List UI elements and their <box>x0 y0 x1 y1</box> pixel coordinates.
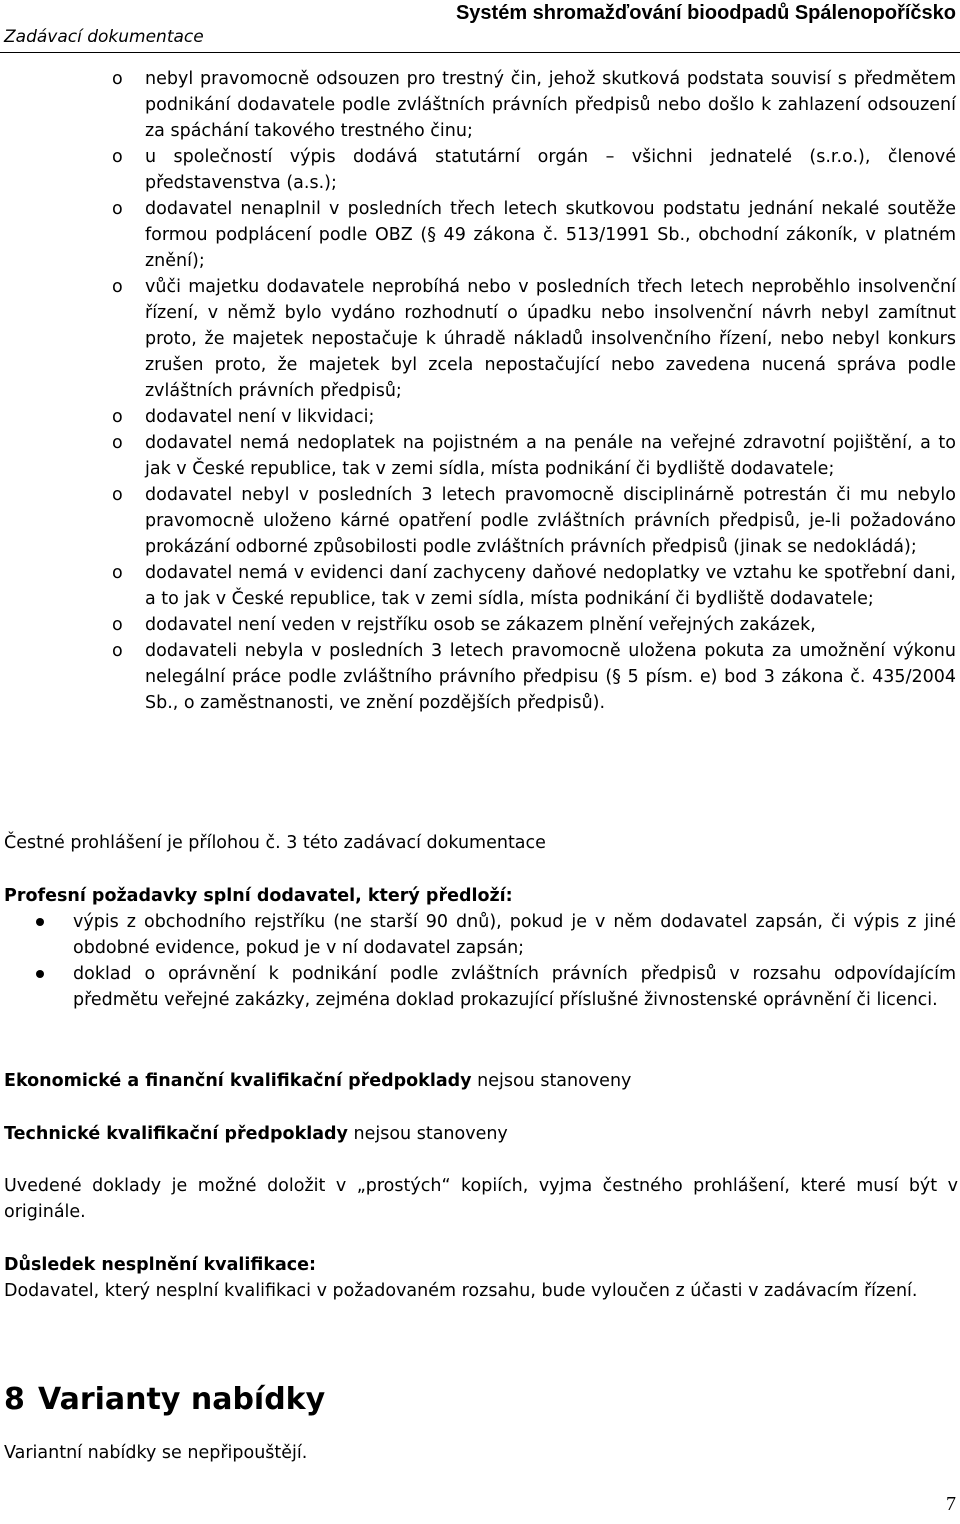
economic-requirements-label: Ekonomické a finanční kvalifikační předpoklady <box>4 1071 472 1091</box>
variants-text: Variantní nabídky se nepřipouštějí. <box>4 1443 308 1463</box>
list-item-text: dodavatel nenaplnil v posledních třech letech skutkovou podstatu jednání nekalé soutěže formou podplácení podle OBZ (§ 49 zákona č. 513/1991 Sb., obchodní zákoník, v platném znění); <box>145 199 956 271</box>
qualification-conditions-list <box>0 66 960 716</box>
professional-requirements-heading: Profesní požadavky splní dodavatel, který předloží: <box>4 886 513 906</box>
list-bullet: o <box>112 485 123 505</box>
technical-requirements <box>4 1121 958 1147</box>
list-item-text: dodavatel nemá nedoplatek na pojistném a na penále na veřejné zdravotní pojištění, a to jak v České republice, tak v zemi sídla, místa podnikání či bydliště dodavatele; <box>145 433 956 479</box>
list-item-text: doklad o oprávnění k podnikání podle zvláštních právních předpisů v rozsahu odpovídajícím předmětu veřejné zakázky, zejména doklad prokazující příslušné živnostenské oprávnění či licenci. <box>73 964 956 1010</box>
list-bullet: o <box>112 199 123 219</box>
list-item <box>0 404 960 430</box>
list-item-text: dodavateli nebyla v posledních 3 letech pravomocně uložena pokuta za umožnění výkonu nelegální práce podle zvláštního právního předpisu (§ 5 písm. e) bod 3 zákona č. 435/2004 Sb., o zaměstnanosti, ve znění pozdějších předpisů). <box>145 641 956 713</box>
list-item <box>0 144 960 196</box>
consequence-text: Dodavatel, který nesplní kvalifikaci v požadovaném rozsahu, bude vyloučen z účasti v zadávacím řízení. <box>4 1281 918 1301</box>
list-item <box>0 196 960 274</box>
header-rule <box>0 52 960 53</box>
list-bullet: o <box>112 69 123 89</box>
list-item <box>0 560 960 612</box>
list-item-text: dodavatel není v likvidaci; <box>145 407 375 427</box>
list-bullet: o <box>112 641 123 661</box>
list-bullet: o <box>112 147 123 167</box>
list-item <box>0 66 960 144</box>
list-item-text: u společností výpis dodává statutární orgán – všichni jednatelé (s.r.o.), členové představenstva (a.s.); <box>145 147 956 193</box>
list-bullet: o <box>112 407 123 427</box>
list-bullet: o <box>112 277 123 297</box>
list-bullet: o <box>112 563 123 583</box>
list-item-text: vůči majetku dodavatele neprobíhá nebo v posledních třech letech neproběhlo insolvenční řízení, v němž bylo vydáno rozhodnutí o úpadku nebo insolvenční návrh nebyl zamítnut proto, že majetek nepostačuje k úhradě nákladů insolvenčního řízení, nebo nebyl konkurs zrušen proto, že majetek byl zcela nepostačující nebo zavedena nucená správa podle zvláštních právních předpisů; <box>145 277 956 401</box>
document-name: Zadávací dokumentace <box>4 27 204 47</box>
technical-requirements-label: Technické kvalifikační předpoklady <box>4 1124 348 1144</box>
list-item <box>0 909 960 961</box>
economic-requirements-status: nejsou stanoveny <box>471 1071 632 1091</box>
section-number: 8 <box>4 1382 25 1417</box>
list-item-text: dodavatel není veden v rejstříku osob se zákazem plnění veřejných zakázek, <box>145 615 816 635</box>
list-bullet: o <box>112 433 123 453</box>
list-item <box>0 638 960 716</box>
project-title: Systém shromažďování bioodpadů Spálenopoříčsko <box>455 2 956 24</box>
page-number: 7 <box>946 1493 956 1515</box>
professional-requirements-list <box>0 909 960 1013</box>
list-item <box>0 961 960 1013</box>
list-item-text: dodavatel nebyl v posledních 3 letech pravomocně disciplinárně potrestán či mu nebylo pravomocně uloženo kárné opatření podle zvláštních právních předpisů, je-li požadováno prokázání odborné způsobilosti podle zvláštních právních předpisů (jinak se nedokládá); <box>145 485 956 557</box>
page-header <box>0 0 960 54</box>
list-item-text: dodavatel nemá v evidenci daní zachyceny daňové nedoplatky ve vztahu ke spotřební dani, a to jak v České republice, tak v zemi sídla, místa podnikání či bydliště dodavatele; <box>145 563 956 609</box>
consequence-heading: Důsledek nesplnění kvalifikace: <box>4 1255 317 1275</box>
bullet-dot <box>36 970 44 978</box>
declaration-note: Čestné prohlášení je přílohou č. 3 této zadávací dokumentace <box>4 833 546 853</box>
list-item-text: výpis z obchodního rejstříku (ne starší 90 dnů), pokud je v něm dodavatel zapsán, či výpis z jiné obdobné evidence, pokud je v ní dodavatel zapsán; <box>73 912 956 958</box>
list-bullet: o <box>112 615 123 635</box>
list-item <box>0 612 960 638</box>
copies-note: Uvedené doklady je možné doložit v „prostých“ kopiích, vyjma čestného prohlášení, které musí být v originále. <box>4 1176 958 1222</box>
list-item-text: nebyl pravomocně odsouzen pro trestný čin, jehož skutková podstata souvisí s předmětem podnikání dodavatele podle zvláštních právních předpisů nebo došlo k zahlazení odsouzení za spáchání takového trestného činu; <box>145 69 956 141</box>
list-item <box>0 274 960 404</box>
list-item <box>0 482 960 560</box>
bullet-dot <box>36 918 44 926</box>
section-title: Varianty nabídky <box>38 1382 326 1417</box>
technical-requirements-status: nejsou stanoveny <box>347 1124 508 1144</box>
list-item <box>0 430 960 482</box>
section-heading <box>4 1380 325 1420</box>
economic-requirements <box>4 1068 958 1094</box>
